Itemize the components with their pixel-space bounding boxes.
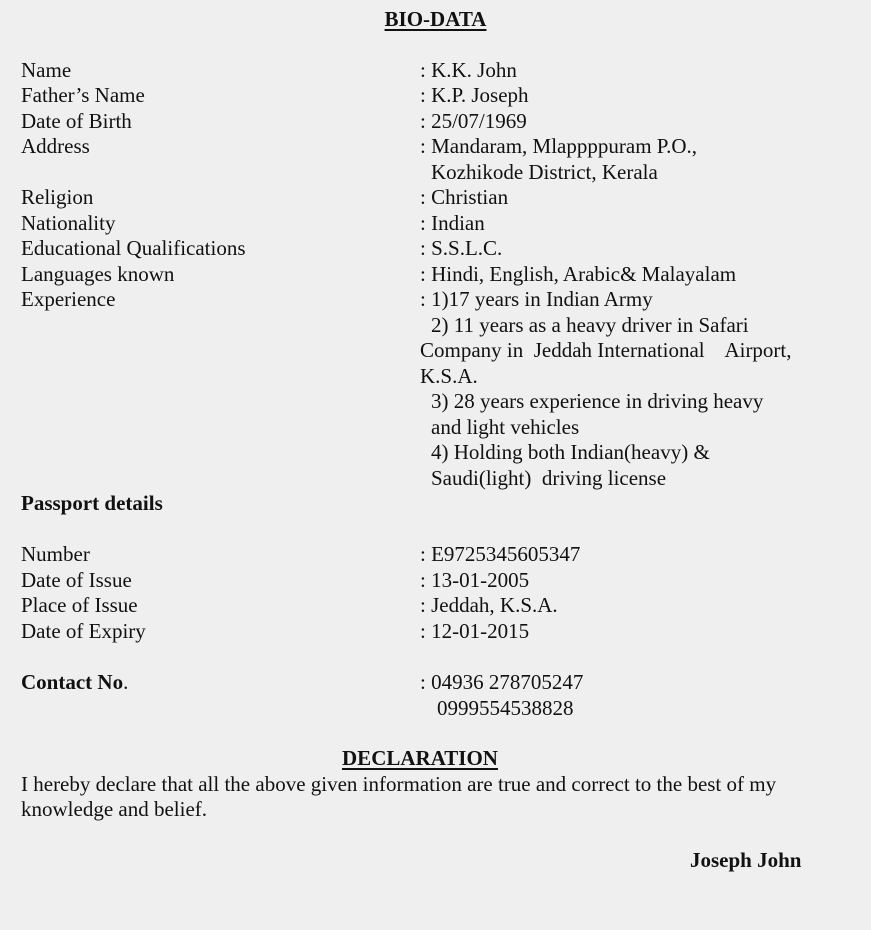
contact-label-suffix: . bbox=[123, 670, 129, 694]
value-experience-line-7: 4) Holding both Indian(heavy) & bbox=[431, 440, 710, 464]
declaration-heading: DECLARATION bbox=[342, 746, 498, 770]
document-title: BIO-DATA bbox=[384, 7, 487, 31]
label-date-of-expiry: Date of Expiry bbox=[21, 619, 146, 643]
label-fathers-name: Father’s Name bbox=[21, 83, 145, 107]
value-experience-line-6: and light vehicles bbox=[431, 415, 580, 439]
label-contact bbox=[21, 670, 128, 696]
label-address: Address bbox=[21, 134, 90, 158]
value-date-of-issue: : 13-01-2005 bbox=[420, 568, 530, 592]
value-name: : K.K. John bbox=[420, 58, 517, 82]
contact-label-text: Contact No bbox=[21, 670, 124, 694]
value-contact-line-2: 0999554538828 bbox=[437, 696, 574, 720]
value-contact-line-1: : 04936 278705247 bbox=[420, 670, 584, 694]
value-passport-number: : E9725345605347 bbox=[420, 542, 581, 566]
value-nationality: : Indian bbox=[420, 211, 485, 235]
value-fathers-name: : K.P. Joseph bbox=[420, 83, 529, 107]
label-religion: Religion bbox=[21, 185, 94, 209]
passport-heading: Passport details bbox=[21, 491, 163, 515]
label-languages-known: Languages known bbox=[21, 262, 175, 286]
value-place-of-issue: : Jeddah, K.S.A. bbox=[420, 593, 558, 617]
value-educational-qualifications: : S.S.L.C. bbox=[420, 236, 503, 260]
value-date-of-expiry: : 12-01-2015 bbox=[420, 619, 530, 643]
label-date-of-birth: Date of Birth bbox=[21, 109, 132, 133]
label-passport-number: Number bbox=[21, 542, 90, 566]
label-place-of-issue: Place of Issue bbox=[21, 593, 138, 617]
value-religion: : Christian bbox=[420, 185, 509, 209]
value-languages-known: : Hindi, English, Arabic& Malayalam bbox=[420, 262, 737, 286]
value-experience-line-2: 2) 11 years as a heavy driver in Safari bbox=[431, 313, 749, 337]
declaration-text-line-1: I hereby declare that all the above given information are true and correct to the best of my bbox=[21, 772, 777, 796]
label-nationality: Nationality bbox=[21, 211, 116, 235]
label-date-of-issue: Date of Issue bbox=[21, 568, 132, 592]
label-name: Name bbox=[21, 58, 72, 82]
declaration-text-line-2: knowledge and belief. bbox=[21, 797, 208, 821]
signature-name: Joseph John bbox=[690, 848, 802, 872]
value-experience-line-1: : 1)17 years in Indian Army bbox=[420, 287, 653, 311]
value-date-of-birth: : 25/07/1969 bbox=[420, 109, 527, 133]
value-experience-line-3: Company in Jeddah International Airport, bbox=[420, 338, 792, 362]
label-educational-qualifications: Educational Qualifications bbox=[21, 236, 246, 260]
value-address-line-2: Kozhikode District, Kerala bbox=[431, 160, 658, 184]
value-experience-line-4: K.S.A. bbox=[420, 364, 478, 388]
value-experience-line-5: 3) 28 years experience in driving heavy bbox=[431, 389, 764, 413]
value-address-line-1: : Mandaram, Mlappppuram P.O., bbox=[420, 134, 698, 158]
value-experience-line-8: Saudi(light) driving license bbox=[431, 466, 667, 490]
label-experience: Experience bbox=[21, 287, 116, 311]
